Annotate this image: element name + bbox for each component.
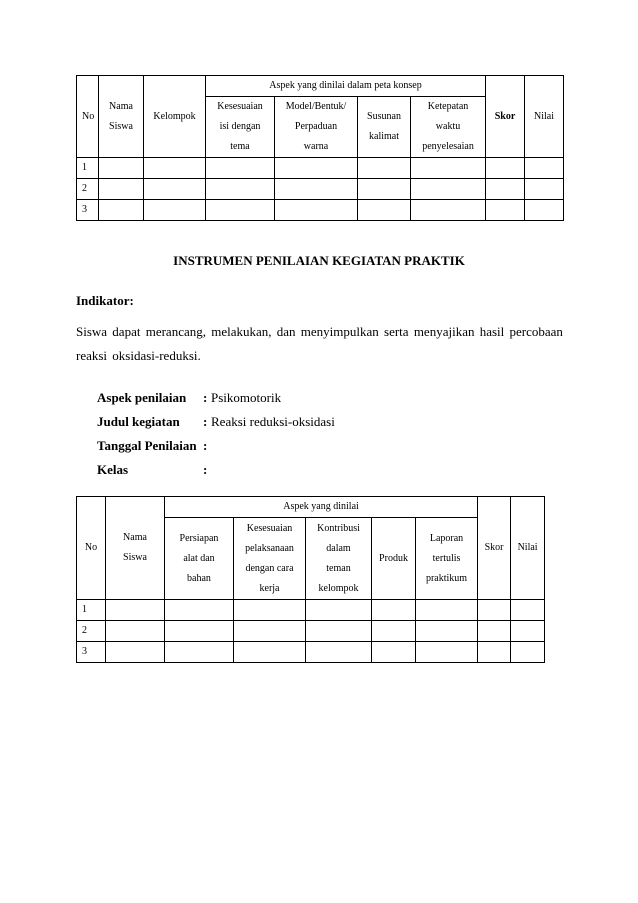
table-row <box>77 621 545 642</box>
header-persiapan: Persiapan alat dan bahan <box>165 518 234 600</box>
row-number: 3 <box>77 642 106 663</box>
separator: : <box>203 438 208 453</box>
table-row <box>77 158 564 179</box>
separator: : <box>203 462 208 477</box>
header-model-bentuk: Model/Bentuk/ Perpaduan warna <box>275 97 358 158</box>
judul-label: Judul kegiatan <box>97 414 180 429</box>
header-susunan-kalimat: Susunan kalimat <box>358 97 411 158</box>
header-nama-siswa: Nama Siswa <box>99 76 144 158</box>
aspek-label: Aspek penilaian <box>97 390 187 405</box>
header-nilai: Nilai <box>511 497 545 600</box>
separator: : <box>203 414 208 429</box>
table-row <box>77 179 564 200</box>
header-skor: Skor <box>478 497 511 600</box>
header-skor: Skor <box>486 76 525 158</box>
header-nilai: Nilai <box>525 76 564 158</box>
indikator-label: Indikator: <box>76 293 134 308</box>
header-produk: Produk <box>372 518 416 600</box>
header-nama-siswa: Nama Siswa <box>106 497 165 600</box>
table-row <box>77 600 545 621</box>
row-number: 1 <box>77 600 106 621</box>
header-aspect-group: Aspek yang dinilai dalam peta konsep <box>206 76 486 97</box>
header-laporan: Laporan tertulis praktikum <box>416 518 478 600</box>
practical-assessment-table <box>76 496 545 663</box>
header-no: No <box>77 76 99 158</box>
table-row <box>77 642 545 663</box>
judul-value: Reaksi reduksi-oksidasi <box>211 414 335 429</box>
separator: : <box>203 390 208 405</box>
kelas-label: Kelas <box>97 462 129 477</box>
page-title: INSTRUMEN PENILAIAN KEGIATAN PRAKTIK <box>173 253 465 268</box>
header-kontribusi: Kontribusi dalam teman kelompok <box>306 518 372 600</box>
row-number: 2 <box>77 621 106 642</box>
concept-map-assessment-table <box>76 75 564 221</box>
header-kesesuaian-pelaksanaan: Kesesuaian pelaksanaan dengan cara kerja <box>234 518 306 600</box>
table-row <box>77 200 564 221</box>
header-aspect-group: Aspek yang dinilai <box>165 497 478 518</box>
tanggal-label: Tanggal Penilaian <box>97 438 197 453</box>
row-number: 1 <box>77 158 99 179</box>
row-number: 3 <box>77 200 99 221</box>
row-number: 2 <box>77 179 99 200</box>
header-kelompok: Kelompok <box>144 76 206 158</box>
indikator-text: Siswa dapat merancang, melakukan, dan menyimpulkan serta menyajikan hasil percobaan reaksi oksidasi-reduksi. <box>76 324 563 363</box>
header-kesesuaian: Kesesuaian isi dengan tema <box>206 97 275 158</box>
header-no: No <box>77 497 106 600</box>
aspek-value: Psikomotorik <box>211 390 282 405</box>
header-ketepatan-waktu: Ketepatan waktu penyelesaian <box>411 97 486 158</box>
